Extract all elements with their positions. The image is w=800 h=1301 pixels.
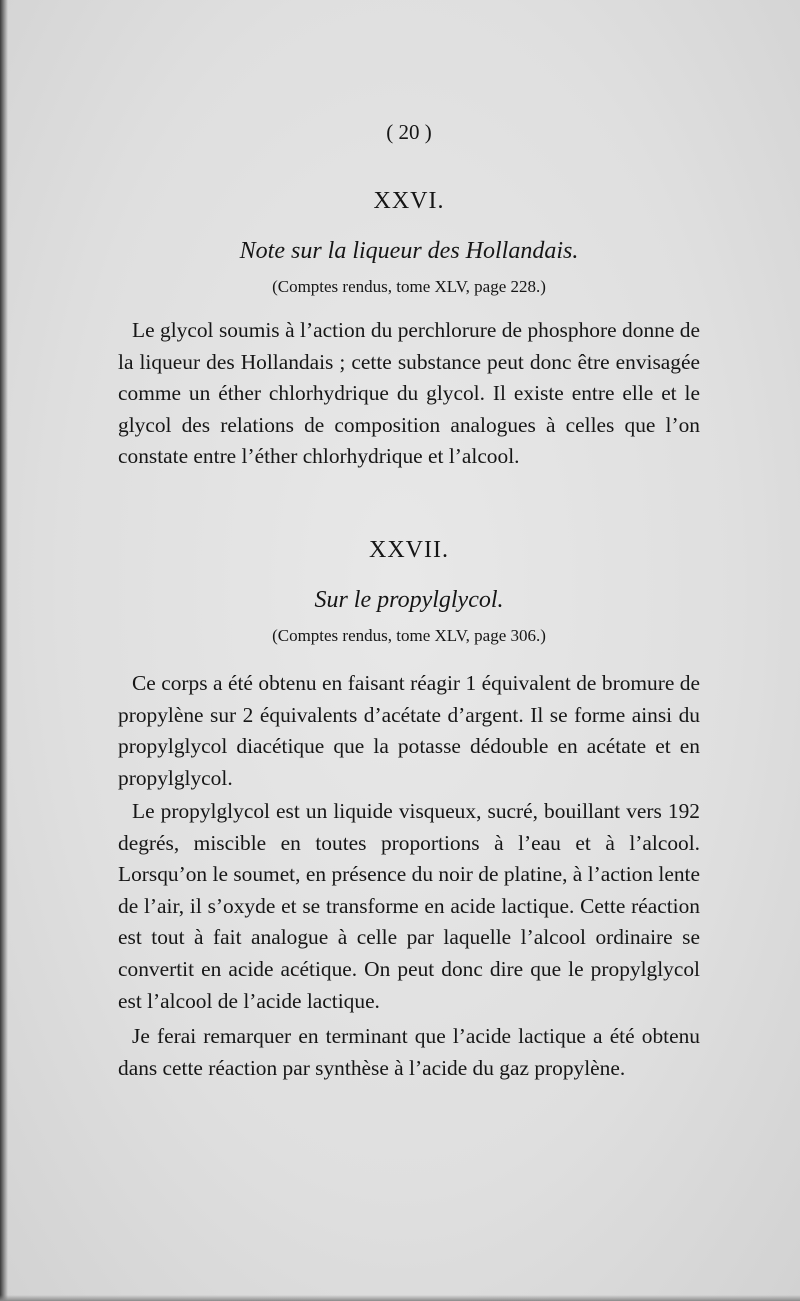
section-reference-26: (Comptes rendus, tome XLV, page 228.) — [272, 277, 546, 296]
section-reference-27: (Comptes rendus, tome XLV, page 306.) — [272, 626, 546, 645]
page-number: ( 20 ) — [386, 120, 432, 144]
section-number-27: XXVII. — [369, 537, 449, 563]
section-number-26: XXVI. — [373, 188, 445, 214]
paragraph-conclusion: Je ferai remarquer en terminant que l’acide lactique a été obtenu dans cette réaction par synthèse à l’acide du gaz propylène. — [118, 1024, 700, 1080]
paragraph-properties: Le propylglycol est un liquide visqueux, sucré, bouillant vers 192 degrés, miscible en toutes proportions à l’eau et à l’alcool. Lorsqu’on le soumet, en présence du noir de platine, à l’action lente de l’air, il s’oxyde et se transforme en acide lactique. Cette réaction est tout à fait analogue à celle par laquelle l’alcool ordinaire se convertit en acide acétique. On peut donc dire que le propylglycol est l’alcool de l’acide lactique. — [118, 799, 700, 1013]
paragraph-glycol-chloride: Le glycol soumis à l’action du perchlorure de phosphore donne de la liqueur des Hollandais ; cette substance peut donc être envisagée comme un éther chlorhydrique du glycol. Il existe entre elle et le glycol des relations de composition analogues à celles que l’on constate entre l’éther chlorhydrique et l’alcool. — [118, 318, 700, 469]
page-binding-shadow — [0, 0, 8, 1301]
section-title-27: Sur le propylglycol. — [314, 587, 504, 613]
paragraph-preparation: Ce corps a été obtenu en faisant réagir 1 équivalent de bromure de propylène sur 2 équivalents d’acétate d’argent. Il se forme ainsi du propylglycol diacétique que la potasse dédouble en acétate et en propylglycol. — [118, 671, 700, 790]
page-bottom-shadow — [0, 1295, 800, 1301]
section-title-26: Note sur la liqueur des Hollandais. — [239, 238, 579, 264]
